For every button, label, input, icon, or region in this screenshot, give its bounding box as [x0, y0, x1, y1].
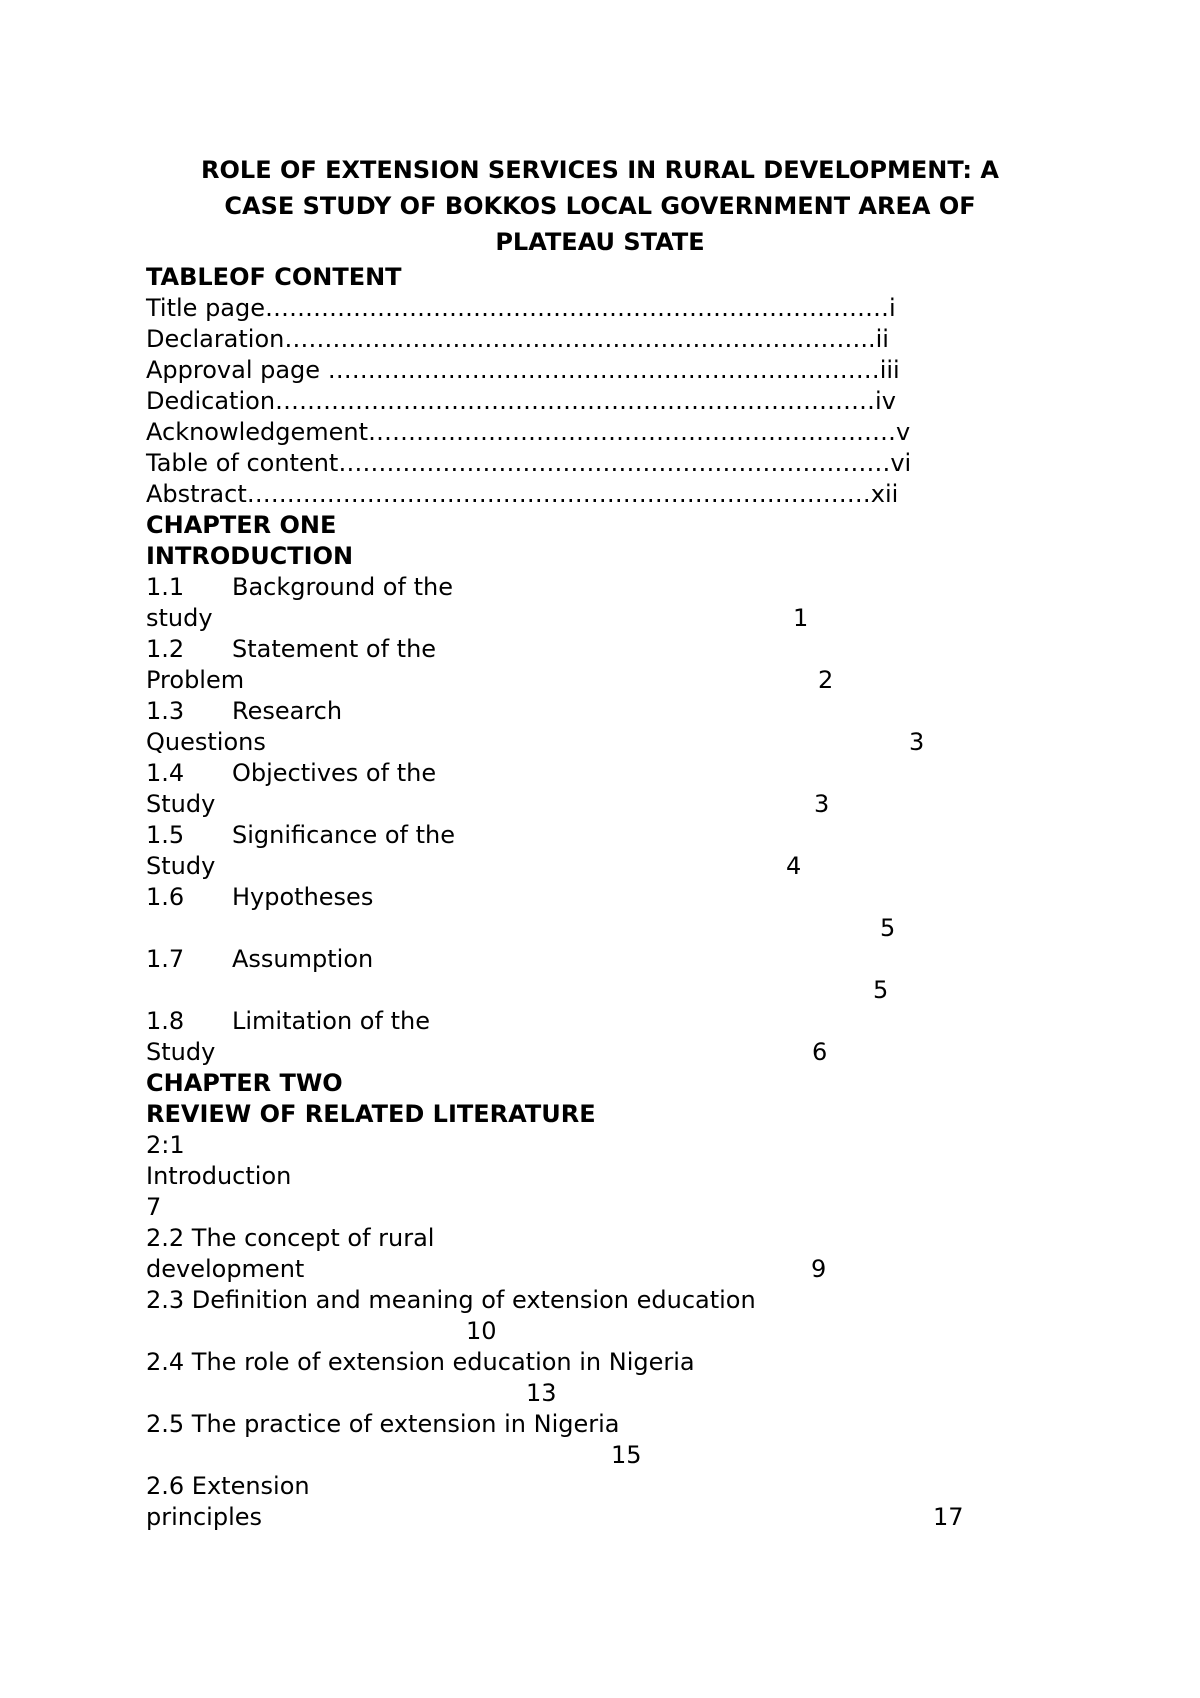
page-number-2-4: 13	[526, 1379, 557, 1407]
page-number-1-6: 5	[880, 914, 896, 942]
toc-entry-1-6	[146, 882, 373, 912]
toc-entry-1-2	[146, 634, 436, 664]
toc-entry-1-8-continuation: Study	[146, 1038, 216, 1066]
toc-entry-1-7	[146, 944, 373, 974]
toc-entry-1-2-continuation: Problem	[146, 666, 245, 694]
document-title-line-2: CASE STUDY OF BOKKOS LOCAL GOVERNMENT AREA OF	[224, 192, 976, 220]
chapter-two-subheading: REVIEW OF RELATED LITERATURE	[146, 1100, 596, 1128]
document-title-line-1: ROLE OF EXTENSION SERVICES IN RURAL DEVELOPMENT: A	[201, 156, 999, 184]
toc-entry-2-5: 2.5 The practice of extension in Nigeria	[146, 1410, 620, 1438]
toc-entry-2-6-continuation: principles	[146, 1503, 263, 1531]
section-number: 1.4	[146, 759, 185, 787]
toc-entry-dedication: Dedication…………………………………………………………………iv	[146, 387, 896, 415]
toc-entry-2-1: 2:1	[146, 1131, 185, 1159]
section-title: Limitation of the	[232, 1007, 430, 1035]
toc-entry-2-1-continuation: Introduction	[146, 1162, 292, 1190]
page-number-2-2: 9	[811, 1255, 827, 1283]
section-number: 1.6	[146, 883, 185, 911]
toc-entry-1-8	[146, 1006, 430, 1036]
page-number-1-1: 1	[793, 604, 809, 632]
section-title: Statement of the	[232, 635, 437, 663]
chapter-two-heading: CHAPTER TWO	[146, 1069, 343, 1097]
toc-entry-declaration: Declaration………………………………………………………………..ii	[146, 325, 889, 353]
page-number-1-5: 4	[786, 852, 802, 880]
toc-heading: TABLEOF CONTENT	[146, 263, 402, 291]
toc-entry-1-1-continuation: study	[146, 604, 213, 632]
page-number-1-8: 6	[812, 1038, 828, 1066]
page-number-1-7: 5	[873, 976, 889, 1004]
toc-entry-approval-page: Approval page ……………………………………………………………iii	[146, 356, 900, 384]
page-number-2-5: 15	[611, 1441, 642, 1469]
page-number-1-2: 2	[818, 666, 834, 694]
page-number-2-6: 17	[933, 1503, 964, 1531]
section-title: Assumption	[232, 945, 374, 973]
chapter-one-heading: CHAPTER ONE	[146, 511, 337, 539]
section-number: 1.5	[146, 821, 185, 849]
section-title: Objectives of the	[232, 759, 437, 787]
section-number: 1.3	[146, 697, 185, 725]
section-number: 1.7	[146, 945, 185, 973]
toc-entry-title-page: Title page……………………………………………………………………i	[146, 294, 896, 322]
toc-entry-1-5-continuation: Study	[146, 852, 216, 880]
toc-entry-table-of-content: Table of content……………………………………………………………vi	[146, 449, 912, 477]
toc-entry-1-4	[146, 758, 436, 788]
toc-entry-1-3	[146, 696, 342, 726]
section-title: Research	[232, 697, 343, 725]
toc-entry-1-4-continuation: Study	[146, 790, 216, 818]
toc-entry-2-4: 2.4 The role of extension education in Nigeria	[146, 1348, 695, 1376]
section-number: 1.2	[146, 635, 185, 663]
toc-entry-1-3-continuation: Questions	[146, 728, 266, 756]
toc-entry-2-3: 2.3 Definition and meaning of extension education	[146, 1286, 756, 1314]
page-number-1-4: 3	[814, 790, 830, 818]
toc-entry-abstract: Abstract……………………………………………………………………xii	[146, 480, 899, 508]
toc-entry-acknowledgement: Acknowledgement…………………………………………………………v	[146, 418, 911, 446]
section-number: 1.1	[146, 573, 185, 601]
page-number-1-3: 3	[909, 728, 925, 756]
toc-entry-1-5	[146, 820, 455, 850]
document-title-line-3: PLATEAU STATE	[495, 228, 705, 256]
page-number-2-1: 7	[146, 1193, 162, 1221]
section-title: Hypotheses	[232, 883, 374, 911]
section-title: Background of the	[232, 573, 453, 601]
chapter-one-subheading: INTRODUCTION	[146, 542, 354, 570]
toc-entry-2-2: 2.2 The concept of rural	[146, 1224, 435, 1252]
section-number: 1.8	[146, 1007, 185, 1035]
toc-entry-2-6: 2.6 Extension	[146, 1472, 310, 1500]
toc-entry-1-1	[146, 572, 453, 602]
toc-entry-2-2-continuation: development	[146, 1255, 305, 1283]
section-title: Significance of the	[232, 821, 455, 849]
page-number-2-3: 10	[466, 1317, 497, 1345]
